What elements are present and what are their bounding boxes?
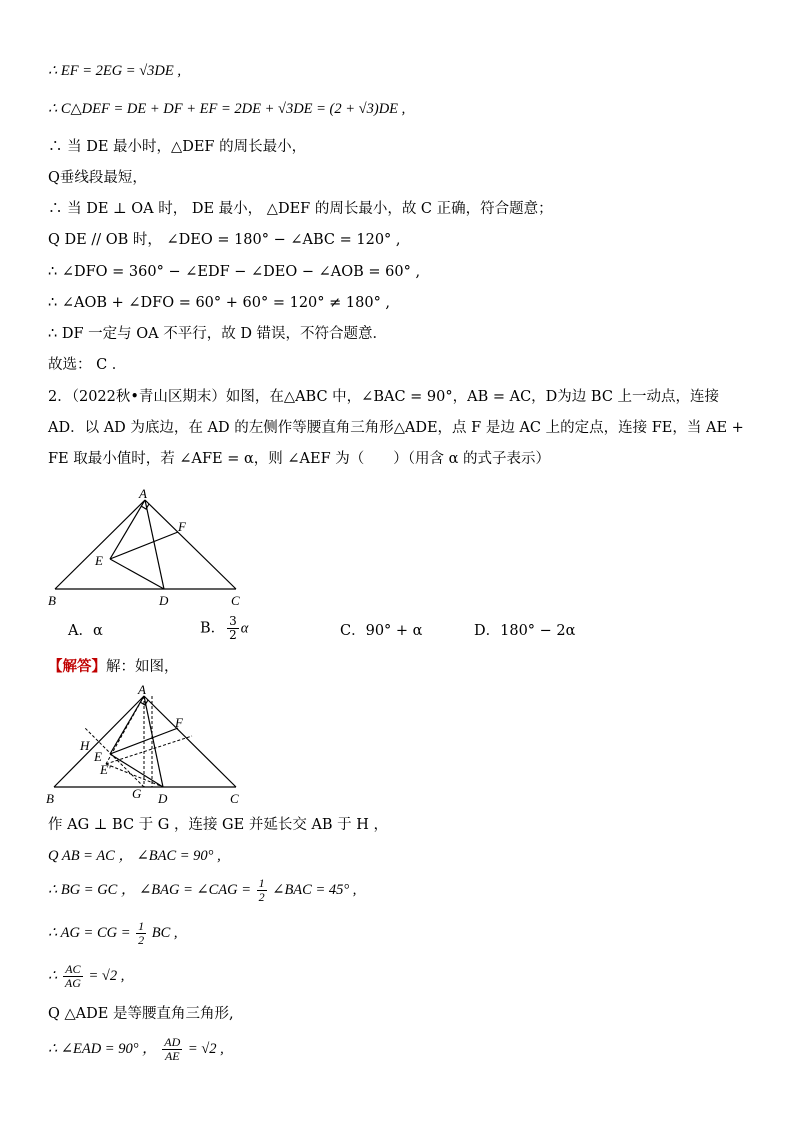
fig2-dashed-e2d bbox=[106, 764, 163, 787]
fig2-label-e: E bbox=[94, 749, 102, 764]
fig2-label-d: D bbox=[158, 791, 168, 806]
solution-step-6: Q △ADE 是等腰直角三角形, bbox=[48, 1006, 234, 1022]
fig1-label-d: D bbox=[159, 593, 169, 608]
solution-step-4: ∴ AG = CG = $\frac{1}{2}$ BC , bbox=[48, 919, 178, 947]
fig2-label-a: A bbox=[138, 682, 146, 697]
option-d[interactable]: D．180° − 2α bbox=[474, 623, 576, 639]
fraction-ac-ag: $\frac{AC}{AG}$ bbox=[64, 962, 81, 990]
question-2-text: 2．（2022秋•青山区期末）如图，在△ABC 中，∠BAC = 90°，AB = AC，D为边 BC 上一动点，连接 AD．以 AD 为底边，在 AD 的左侧作等腰直角三角形△ADE，点 F 是边 AC 上的定点，连接 FE，当 AE + FE 取最小值时，若 ∠AFE = α，则 ∠AEF 为（ ）（用含 α 的式子表示） bbox=[48, 389, 744, 467]
fig2-label-h: H bbox=[80, 738, 90, 753]
fig1-side-ab bbox=[55, 500, 145, 589]
fig1-label-b: B bbox=[48, 593, 56, 608]
figure-1-triangle bbox=[48, 484, 258, 610]
fig2-label-c: C bbox=[230, 791, 239, 806]
answer-tag: 【解答】 bbox=[48, 658, 106, 675]
fraction-ad-ae: $\frac{AD}{AE}$ bbox=[164, 1035, 181, 1063]
fig2-side-ac bbox=[144, 696, 236, 787]
fig2-label-e-prime: E' bbox=[100, 762, 111, 777]
solution-step-2: Q AB = AC ， ∠BAC = 90° , bbox=[48, 848, 221, 864]
derivation-line-8: ∴ ∠AOB + ∠DFO = 60° + 60° = 120° ≠ 180° , bbox=[48, 295, 391, 311]
fig1-label-f: F bbox=[178, 519, 186, 534]
derivation-line-6: Q DE // OB 时， ∠DEO = 180° − ∠ABC = 120° , bbox=[48, 232, 401, 248]
fig2-label-g: G bbox=[132, 786, 142, 801]
fig2-dashed-gh bbox=[84, 727, 144, 787]
answer-heading bbox=[48, 657, 179, 677]
fraction-half-bc: $\frac{1}{2}$ bbox=[138, 919, 145, 947]
fig1-segment-ef bbox=[110, 532, 178, 559]
derivation-line-2: ∴ C△DEF = DE + DF + EF = 2DE + √3DE = (2 + √3)DE , bbox=[48, 101, 406, 117]
option-b[interactable]: B． $\frac{3}{2}$ α bbox=[200, 614, 249, 642]
option-b-prefix: B． bbox=[200, 620, 226, 637]
answer-intro: 解：如图， bbox=[106, 659, 179, 675]
derivation-line-9: ∴ DF 一定与 OA 不平行，故 D 错误，不符合题意． bbox=[48, 326, 388, 342]
derivation-line-4: Q垂线段最短， bbox=[48, 170, 147, 186]
derivation-line-3: ∴ 当 DE 最小时，△DEF 的周长最小， bbox=[48, 139, 307, 155]
solution-step-7: ∴ ∠EAD = 90° ， $\frac{AD}{AE}$ = √2 , bbox=[48, 1035, 224, 1063]
derivation-line-7: ∴ ∠DFO = 360° − ∠EDF − ∠DEO − ∠AOB = 60° , bbox=[48, 264, 421, 280]
option-b-fraction: $\frac{3}{2}$ bbox=[229, 614, 237, 642]
fig2-segment-ed bbox=[110, 754, 163, 787]
solution-step-5: ∴ $\frac{AC}{AG}$ = √2 , bbox=[48, 962, 125, 990]
fig2-label-f: F bbox=[175, 715, 183, 730]
derivation-line-1: ∴ EF = 2EG = √3DE , bbox=[48, 63, 181, 79]
fig1-side-ac bbox=[145, 500, 236, 589]
figure-2-construction bbox=[44, 682, 254, 806]
fig1-segment-ed bbox=[110, 559, 164, 589]
answer-options bbox=[68, 614, 628, 643]
option-c[interactable]: C．90° + α bbox=[340, 623, 423, 639]
fig1-label-e: E bbox=[95, 553, 103, 568]
fig2-dashed-ae2 bbox=[106, 696, 144, 764]
derivation-line-10: 故选： C ． bbox=[48, 357, 127, 373]
option-a[interactable]: A．α bbox=[68, 623, 103, 639]
fraction-half: $\frac{1}{2}$ bbox=[258, 876, 265, 904]
fig1-label-a: A bbox=[139, 486, 147, 501]
fig2-label-b: B bbox=[46, 791, 54, 806]
derivation-line-5: ∴ 当 DE ⊥ OA 时， DE 最小， △DEF 的周长最小，故 C 正确，符合题意； bbox=[48, 201, 553, 217]
fig2-segment-ad bbox=[144, 696, 163, 787]
solution-step-3: ∴ BG = GC ， ∠BAG = ∠CAG = $\frac{1}{2}$ ∠BAC = 45° , bbox=[48, 876, 357, 904]
fig1-label-c: C bbox=[231, 593, 240, 608]
solution-step-1: 作 AG ⊥ BC 于 G ，连接 GE 并延长交 AB 于 H ， bbox=[48, 817, 389, 833]
